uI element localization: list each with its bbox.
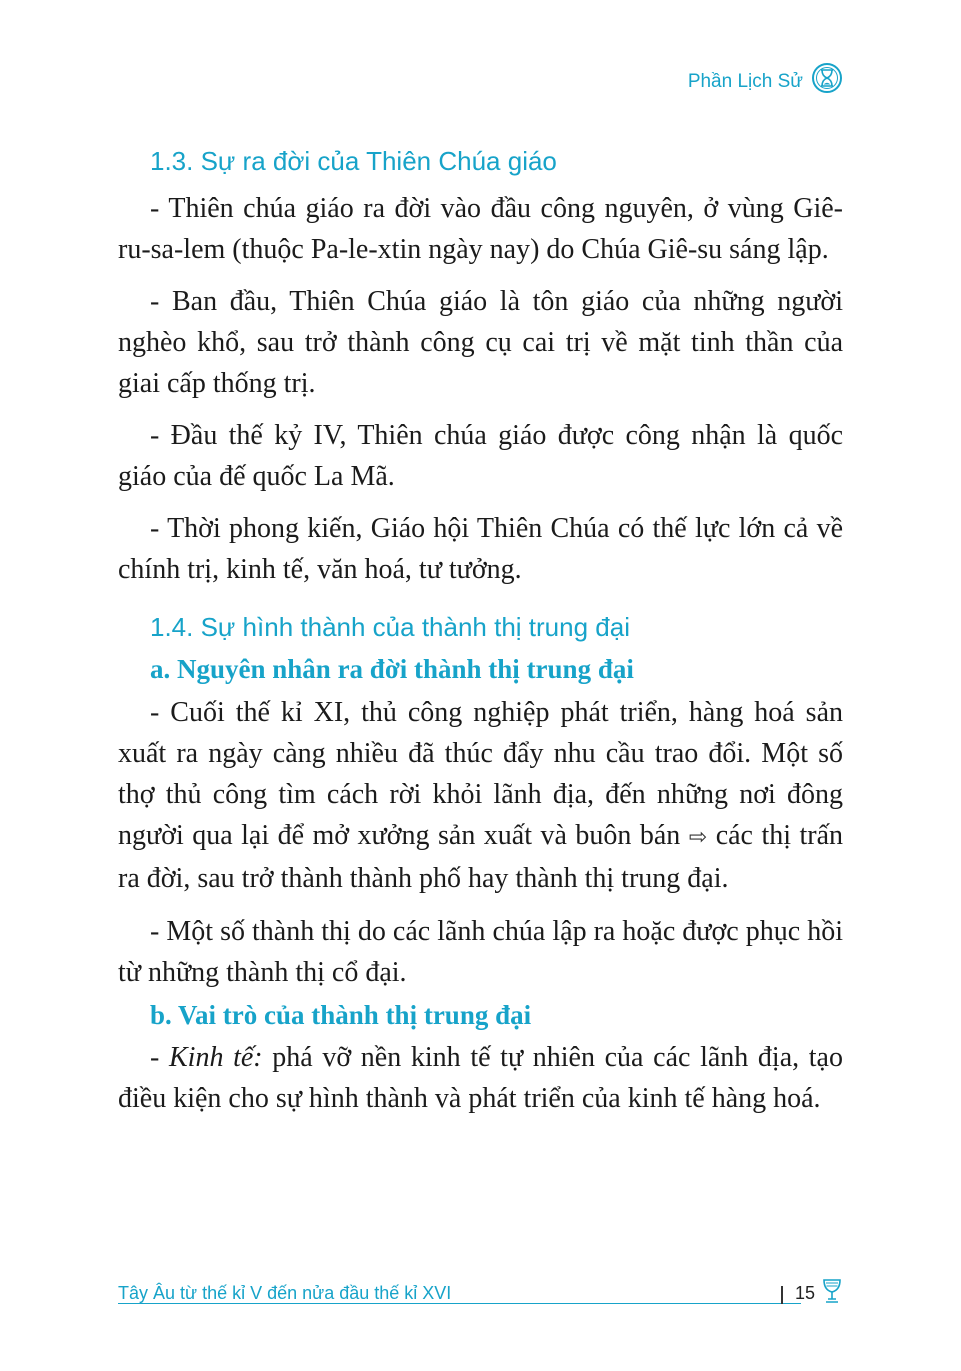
bullet-dash: - (150, 1042, 169, 1074)
separator (781, 1286, 783, 1304)
chapter-title: Tây Âu từ thế kỉ V đến nửa đầu thế kỉ XVI (118, 1283, 452, 1303)
page-number-block (781, 1278, 843, 1304)
section-label: Phần Lịch Sử (687, 71, 803, 92)
paragraph: - Một số thành thị do các lãnh chúa lập ra hoặc được phục hồi từ những thành thị cổ đại. (118, 915, 843, 988)
paragraph-text: - Cuối thế kỉ XI, thủ công nghiệp phát triển, hàng hoá sản xuất ra ngày càng nhiều đã thúc đẩy nhu cầu trao đổi. Một số thợ thủ công tìm cách rời khỏi lãnh địa, đến những nơi đông người qua lại để mở xưởng sản xuất và buôn bán (118, 696, 843, 851)
paragraph (118, 1037, 843, 1119)
right-arrow-icon: ⇨ (688, 824, 708, 850)
paragraph-text: phá vỡ nền kinh tế tự nhiên của các lãnh địa, tạo điều kiện cho sự hình thành và phát triển của kinh tế hàng hoá. (118, 1042, 843, 1115)
subheading-b: b. Vai trò của thành thị trung đại (150, 999, 532, 1030)
section-heading-1-3: 1.3. Sự ra đời của Thiên Chúa giáo (150, 146, 557, 176)
italic-term: Kinh tế: (168, 1042, 263, 1074)
page-number: 15 (794, 1283, 815, 1303)
paragraph: - Thiên chúa giáo ra đời vào đầu công nguyên, ở vùng Giê-ru-sa-lem (thuộc Pa-le-xtin ngày nay) do Chúa Giê-su sáng lập. (118, 193, 843, 266)
paragraph: - Thời phong kiến, Giáo hội Thiên Chúa có thế lực lớn cả về chính trị, kinh tế, văn hoá, tư tưởng. (118, 513, 843, 586)
cup-icon (821, 1278, 843, 1304)
page-header (688, 66, 843, 98)
paragraph (118, 692, 843, 899)
subheading-a: a. Nguyên nhân ra đời thành thị trung đại (150, 654, 634, 685)
section-heading-1-4: 1.4. Sự hình thành của thành thị trung đại (150, 612, 630, 643)
page-footer (118, 1278, 843, 1304)
paragraph-text: các thị trấn ra đời, sau trở thành thành phố hay thành thị trung đại. (118, 819, 844, 894)
paragraph: - Ban đầu, Thiên Chúa giáo là tôn giáo của những người nghèo khổ, sau trở thành công cụ cai trị về mặt tinh thần của giai cấp thống trị. (118, 286, 843, 400)
hourglass-icon (811, 62, 843, 94)
page-content (118, 140, 843, 1119)
paragraph: - Đầu thế kỷ IV, Thiên chúa giáo được công nhận là quốc giáo của đế quốc La Mã. (118, 420, 843, 493)
